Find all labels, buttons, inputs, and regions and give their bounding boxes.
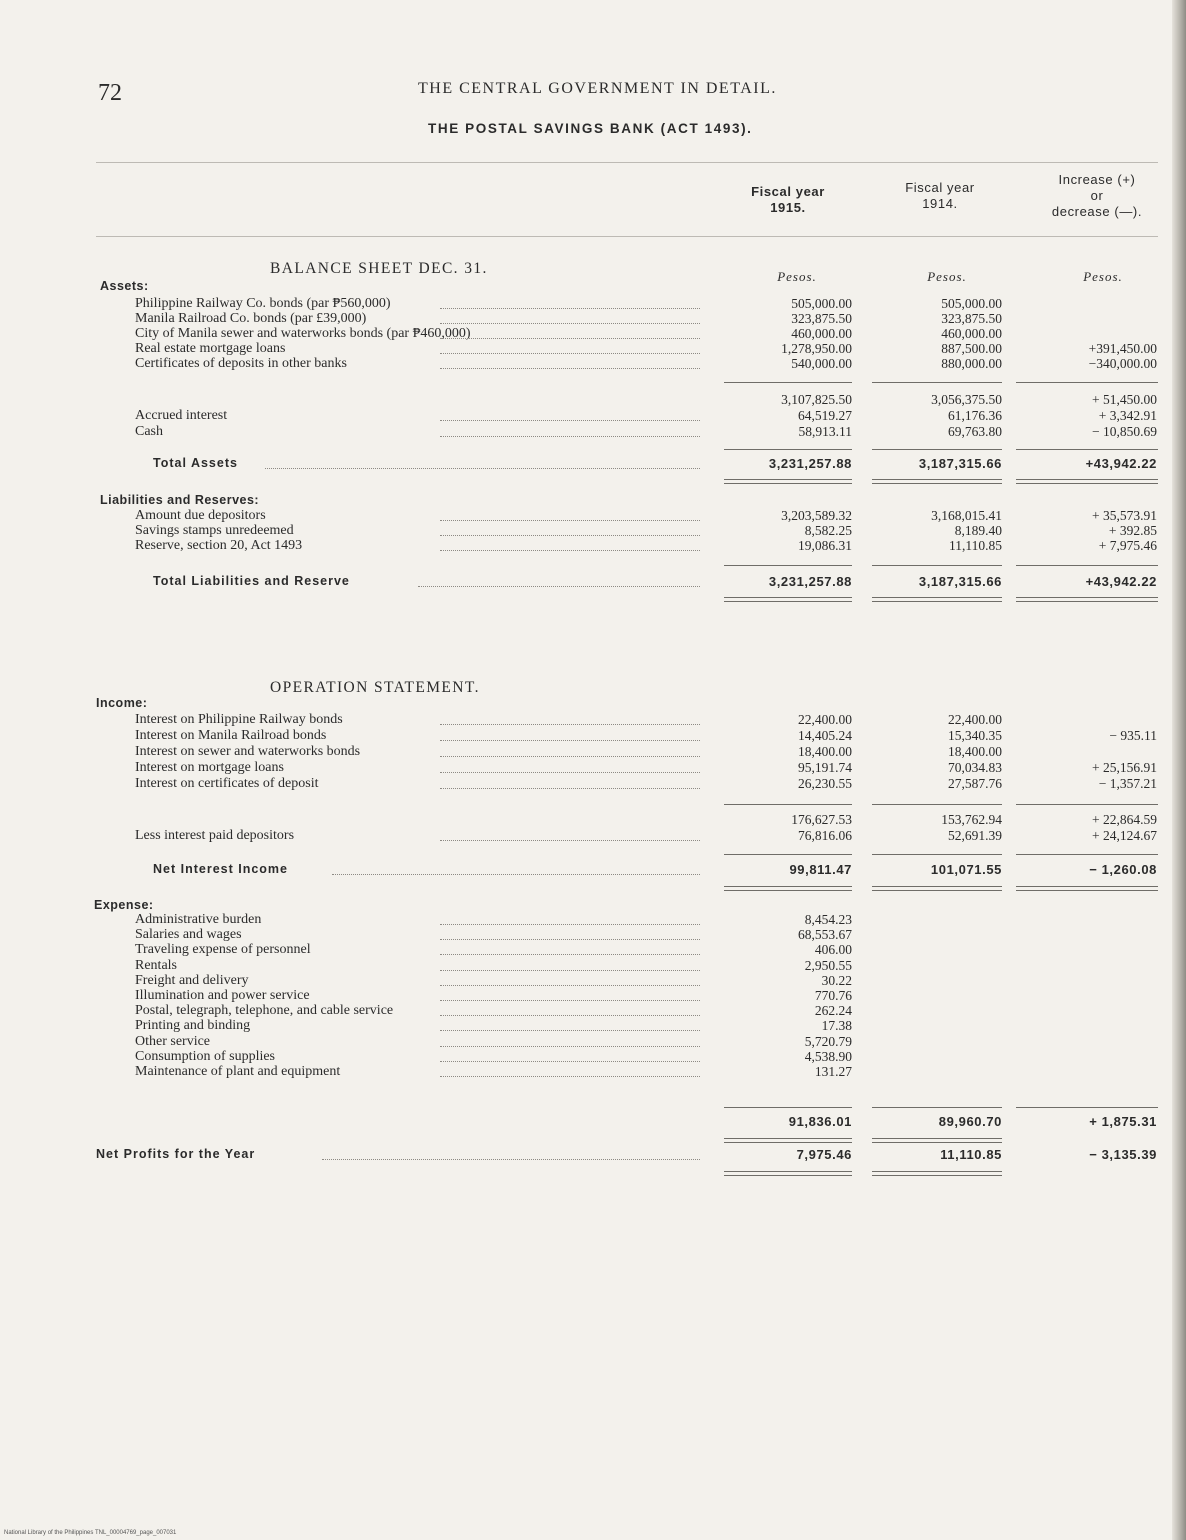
accrued-interest-row-dots — [440, 420, 700, 421]
expense-row-label: Illumination and power service — [135, 988, 310, 1003]
income-row-1915: 22,400.00 — [798, 712, 852, 727]
total-assets-double-b-col3 — [1016, 483, 1158, 484]
asset-row-label: Manila Railroad Co. bonds (par £39,000) — [135, 311, 367, 326]
liability-row-change: + 392.85 — [1108, 523, 1157, 538]
liability-row-label: Savings stamps unredeemed — [135, 523, 294, 538]
net-profits-label: Net Profits for the Year — [96, 1147, 256, 1161]
expense-row-dots — [440, 1015, 700, 1016]
header-rule — [96, 236, 1158, 237]
liability-row-change: + 35,573.91 — [1092, 508, 1157, 523]
net-interest-change: − 1,260.08 — [1089, 862, 1157, 877]
total-liab-rule-col2 — [872, 565, 1002, 566]
income-row-1914: 15,340.35 — [948, 728, 1002, 743]
income-row-1915: 95,191.74 — [798, 760, 852, 775]
cash-row-1914: 69,763.80 — [948, 424, 1002, 439]
net-profits-1915: 7,975.46 — [796, 1147, 852, 1162]
expense-row-label: Rentals — [135, 958, 177, 973]
liability-row-dots — [440, 550, 700, 551]
cash-row-change: − 10,850.69 — [1092, 424, 1157, 439]
asset-row-1915: 505,000.00 — [791, 296, 852, 311]
net-profits-double-b-col1 — [724, 1175, 852, 1176]
asset-row-dots — [440, 338, 700, 339]
expense-row-label: Postal, telegraph, telephone, and cable service — [135, 1003, 394, 1018]
net-interest-double-b-col1 — [724, 890, 852, 891]
expense-row-1915: 2,950.55 — [804, 958, 852, 973]
balance-sheet-title: BALANCE SHEET DEC. 31. — [270, 260, 488, 277]
expense-total-change: + 1,875.31 — [1089, 1114, 1157, 1129]
income-row-label: Interest on certificates of deposit — [135, 776, 319, 791]
accrued-interest-row-1915: 64,519.27 — [798, 408, 852, 423]
accrued-interest-row-1914: 61,176.36 — [948, 408, 1002, 423]
less-interest-row-1914: 52,691.39 — [948, 828, 1002, 843]
asset-row-dots — [440, 368, 700, 369]
total-assets-double-b-col1 — [724, 483, 852, 484]
total-assets-double-a-col1 — [724, 479, 852, 480]
income-row-change: + 25,156.91 — [1092, 760, 1157, 775]
asset-row-label: Philippine Railway Co. bonds (par ₱560,000) — [135, 296, 391, 311]
total-assets-rule-col2 — [872, 449, 1002, 450]
scan-footer: National Library of the Philippines TNL_00004769_page_007031 — [4, 1530, 177, 1536]
liability-row-change: + 7,975.46 — [1098, 538, 1157, 553]
income-subtotal-1914: 153,762.94 — [941, 812, 1002, 827]
income-row-dots — [440, 788, 700, 789]
income-row-dots — [440, 724, 700, 725]
col-head-1915: Fiscal year 1915. — [751, 184, 825, 215]
asset-row-1914: 460,000.00 — [941, 326, 1002, 341]
net-interest-1914: 101,071.55 — [930, 862, 1002, 877]
income-row-1914: 18,400.00 — [948, 744, 1002, 759]
expense-row-dots — [440, 1046, 700, 1047]
net-interest-double-a-col1 — [724, 886, 852, 887]
asset-row-label: Real estate mortgage loans — [135, 341, 286, 356]
total-assets-1914: 3,187,315.66 — [918, 456, 1002, 471]
expense-row-dots — [440, 985, 700, 986]
expense-total-rule-col3 — [1016, 1107, 1158, 1108]
unit-1915: Pesos. — [777, 269, 817, 284]
income-row-label: Interest on Manila Railroad bonds — [135, 728, 327, 743]
liability-row-1914: 11,110.85 — [949, 538, 1002, 553]
income-subtotal-1915: 176,627.53 — [791, 812, 852, 827]
net-profits-double-a-col1 — [724, 1171, 852, 1172]
income-row-1915: 14,405.24 — [798, 728, 852, 743]
expense-total-rule-col1 — [724, 1107, 852, 1108]
asset-row-change: −340,000.00 — [1088, 356, 1157, 371]
total-assets-double-b-col2 — [872, 483, 1002, 484]
income-row-dots — [440, 772, 700, 773]
asset-row-dots — [440, 353, 700, 354]
liability-row-1915: 8,582.25 — [804, 523, 852, 538]
income-row-1915: 18,400.00 — [798, 744, 852, 759]
income-row-1915: 26,230.55 — [798, 776, 852, 791]
assets-heading: Assets: — [100, 279, 149, 293]
asset-row-1915: 540,000.00 — [791, 356, 852, 371]
expense-row-1915: 262.24 — [814, 1003, 852, 1018]
expense-total-double-a-col2 — [872, 1138, 1002, 1139]
total-liab-double-b-col2 — [872, 601, 1002, 602]
total-assets-rule-col3 — [1016, 449, 1158, 450]
liability-row-1915: 3,203,589.32 — [781, 508, 852, 523]
liability-row-1914: 8,189.40 — [954, 523, 1002, 538]
expense-row-label: Salaries and wages — [135, 927, 242, 942]
expense-total-double-b-col1 — [724, 1142, 852, 1143]
col-head-1914: Fiscal year 1914. — [905, 180, 975, 211]
total-liab-double-a-col2 — [872, 597, 1002, 598]
cash-row-dots — [440, 436, 700, 437]
income-subtotal-rule-col1 — [724, 804, 852, 805]
net-profits-1914: 11,110.85 — [940, 1147, 1002, 1162]
expense-row-1915: 68,553.67 — [798, 927, 852, 942]
total-liab-rule-col1 — [724, 565, 852, 566]
liabilities-heading: Liabilities and Reserves: — [100, 493, 260, 507]
net-interest-rule-col1 — [724, 854, 852, 855]
total-assets-rule-col1 — [724, 449, 852, 450]
expense-row-dots — [440, 1030, 700, 1031]
assets-subtotal-rule-col2 — [872, 382, 1002, 383]
assets-subtotal-change: + 51,450.00 — [1092, 392, 1157, 407]
liability-row-label: Amount due depositors — [135, 508, 266, 523]
asset-row-label: Certificates of deposits in other banks — [135, 356, 347, 371]
running-head: THE CENTRAL GOVERNMENT IN DETAIL. — [418, 80, 777, 97]
expense-total-double-a-col1 — [724, 1138, 852, 1139]
total-liabilities-change: +43,942.22 — [1085, 574, 1157, 589]
operation-statement-title: OPERATION STATEMENT. — [270, 679, 480, 696]
less-interest-row-label: Less interest paid depositors — [135, 828, 295, 843]
income-row-label: Interest on Philippine Railway bonds — [135, 712, 343, 727]
net-interest-double-b-col2 — [872, 890, 1002, 891]
income-row-dots — [440, 740, 700, 741]
net-profits-change: − 3,135.39 — [1089, 1147, 1157, 1162]
net-interest-1915: 99,811.47 — [789, 862, 852, 877]
total-liabilities-1915: 3,231,257.88 — [768, 574, 852, 589]
expense-row-1915: 4,538.90 — [804, 1049, 852, 1064]
liability-row-dots — [440, 535, 700, 536]
total-liab-double-b-col3 — [1016, 601, 1158, 602]
cash-row-1915: 58,913.11 — [798, 424, 852, 439]
total-liabilities-dots — [418, 586, 700, 587]
col-head-change: Increase (+) or decrease (—). — [1051, 172, 1143, 219]
assets-subtotal-rule-col1 — [724, 382, 852, 383]
page-number: 72 — [98, 80, 122, 106]
net-interest-double-a-col3 — [1016, 886, 1158, 887]
expense-total-1915: 91,836.01 — [788, 1114, 852, 1129]
income-subtotal-rule-col2 — [872, 804, 1002, 805]
income-subtotal-change: + 22,864.59 — [1092, 812, 1157, 827]
expense-row-label: Maintenance of plant and equipment — [135, 1064, 341, 1079]
income-row-label: Interest on mortgage loans — [135, 760, 284, 775]
asset-row-1914: 887,500.00 — [941, 341, 1002, 356]
total-liab-rule-col3 — [1016, 565, 1158, 566]
asset-row-1915: 460,000.00 — [791, 326, 852, 341]
net-profits-double-a-col2 — [872, 1171, 1002, 1172]
asset-row-1914: 880,000.00 — [941, 356, 1002, 371]
expense-row-label: Traveling expense of personnel — [135, 942, 311, 957]
expense-row-1915: 30.22 — [821, 973, 852, 988]
unit-1914: Pesos. — [927, 269, 967, 284]
expense-row-1915: 131.27 — [814, 1064, 852, 1079]
asset-row-label: City of Manila sewer and waterworks bonds (par ₱460,000) — [135, 326, 471, 341]
assets-subtotal-rule-col3 — [1016, 382, 1158, 383]
net-interest-rule-col2 — [872, 854, 1002, 855]
income-heading: Income: — [96, 696, 148, 710]
expense-total-rule-col2 — [872, 1107, 1002, 1108]
expense-row-dots — [440, 970, 700, 971]
total-liab-double-a-col3 — [1016, 597, 1158, 598]
expense-row-1915: 406.00 — [814, 942, 852, 957]
assets-subtotal-1914: 3,056,375.50 — [931, 392, 1002, 407]
income-row-change: − 935.11 — [1109, 728, 1157, 743]
expense-row-dots — [440, 1061, 700, 1062]
asset-row-dots — [440, 308, 700, 309]
liability-row-1915: 19,086.31 — [798, 538, 852, 553]
asset-row-1914: 323,875.50 — [941, 311, 1002, 326]
less-interest-row-1915: 76,816.06 — [798, 828, 852, 843]
net-interest-rule-col3 — [1016, 854, 1158, 855]
expense-row-dots — [440, 1076, 700, 1077]
asset-row-1915: 1,278,950.00 — [781, 341, 852, 356]
income-row-1914: 70,034.83 — [948, 760, 1002, 775]
net-interest-double-a-col2 — [872, 886, 1002, 887]
asset-row-dots — [440, 323, 700, 324]
expense-row-label: Administrative burden — [135, 912, 262, 927]
expense-row-label: Printing and binding — [135, 1018, 251, 1033]
expense-row-dots — [440, 1000, 700, 1001]
less-interest-row-change: + 24,124.67 — [1092, 828, 1157, 843]
asset-row-change: +391,450.00 — [1088, 341, 1157, 356]
total-assets-dots — [265, 468, 700, 469]
asset-row-1915: 323,875.50 — [791, 311, 852, 326]
accrued-interest-row-change: + 3,342.91 — [1098, 408, 1157, 423]
total-liab-double-b-col1 — [724, 601, 852, 602]
cash-row-label: Cash — [135, 424, 163, 439]
assets-subtotal-1915: 3,107,825.50 — [781, 392, 852, 407]
expense-heading: Expense: — [94, 898, 154, 912]
net-profits-double-b-col2 — [872, 1175, 1002, 1176]
expense-row-label: Consumption of supplies — [135, 1049, 276, 1064]
total-liabilities-1914: 3,187,315.66 — [918, 574, 1002, 589]
top-rule — [96, 162, 1158, 163]
total-assets-label: Total Assets — [153, 456, 238, 470]
expense-row-label: Other service — [135, 1034, 211, 1049]
income-subtotal-rule-col3 — [1016, 804, 1158, 805]
expense-row-1915: 17.38 — [821, 1018, 852, 1033]
net-interest-double-b-col3 — [1016, 890, 1158, 891]
liability-row-label: Reserve, section 20, Act 1493 — [135, 538, 303, 553]
expense-total-double-b-col2 — [872, 1142, 1002, 1143]
page-edge-shadow — [1172, 0, 1186, 1540]
total-assets-1915: 3,231,257.88 — [768, 456, 852, 471]
accrued-interest-row-label: Accrued interest — [135, 408, 228, 423]
expense-row-label: Freight and delivery — [135, 973, 249, 988]
total-assets-double-a-col2 — [872, 479, 1002, 480]
total-liab-double-a-col1 — [724, 597, 852, 598]
table-title: THE POSTAL SAVINGS BANK (ACT 1493). — [428, 121, 753, 136]
total-assets-double-a-col3 — [1016, 479, 1158, 480]
liability-row-dots — [440, 520, 700, 521]
expense-row-1915: 5,720.79 — [804, 1034, 852, 1049]
less-interest-row-dots — [440, 840, 700, 841]
net-profits-dots — [322, 1159, 700, 1160]
net-interest-label: Net Interest Income — [153, 862, 289, 876]
income-row-dots — [440, 756, 700, 757]
unit-change: Pesos. — [1083, 269, 1123, 284]
expense-row-1915: 770.76 — [814, 988, 852, 1003]
expense-row-dots — [440, 924, 700, 925]
total-assets-change: +43,942.22 — [1085, 456, 1157, 471]
total-liabilities-label: Total Liabilities and Reserve — [153, 574, 350, 588]
asset-row-1914: 505,000.00 — [941, 296, 1002, 311]
net-interest-dots — [332, 874, 700, 875]
income-row-1914: 22,400.00 — [948, 712, 1002, 727]
liability-row-1914: 3,168,015.41 — [931, 508, 1002, 523]
income-row-label: Interest on sewer and waterworks bonds — [135, 744, 361, 759]
expense-row-1915: 8,454.23 — [804, 912, 852, 927]
expense-total-1914: 89,960.70 — [938, 1114, 1002, 1129]
expense-row-dots — [440, 939, 700, 940]
expense-row-dots — [440, 954, 700, 955]
income-row-1914: 27,587.76 — [948, 776, 1002, 791]
income-row-change: − 1,357.21 — [1098, 776, 1157, 791]
